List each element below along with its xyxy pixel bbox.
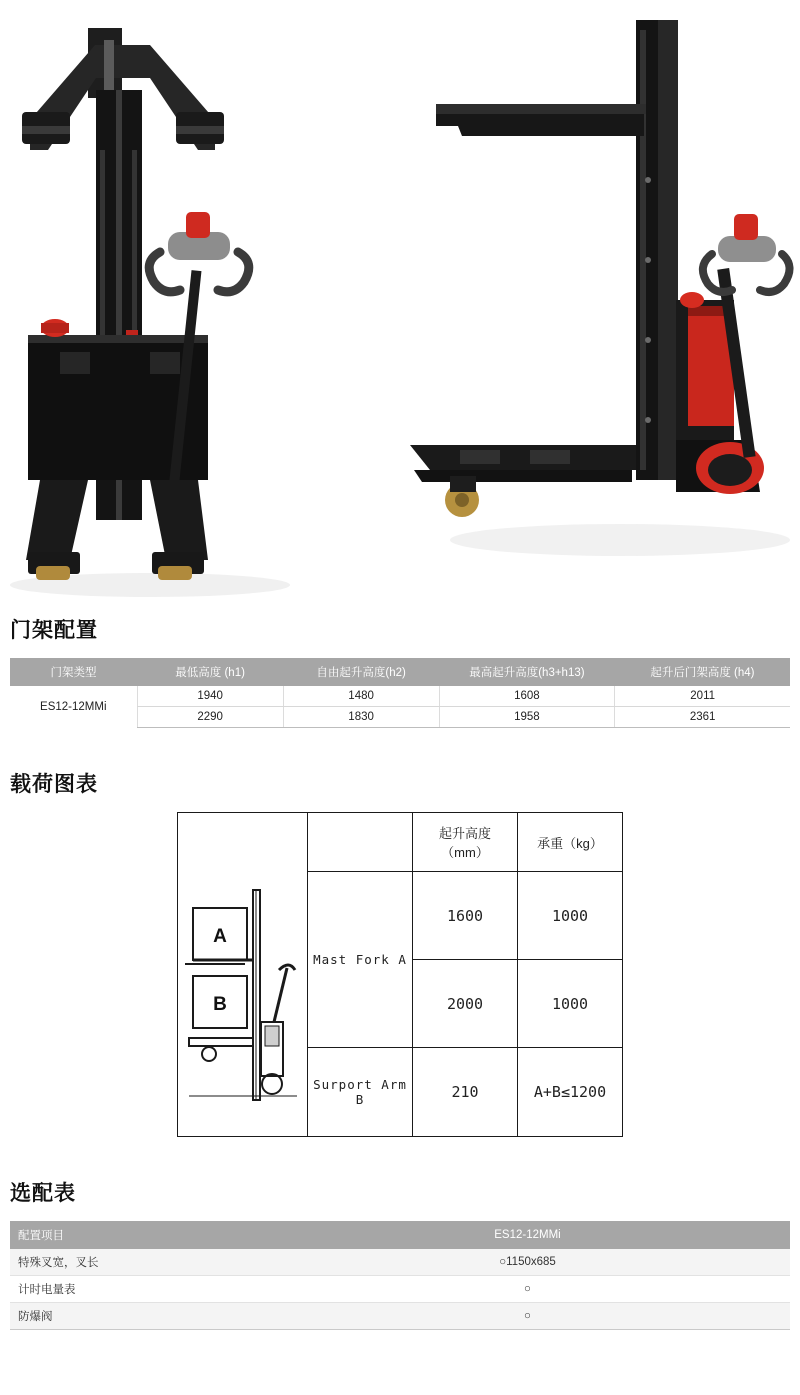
load-diagram-illustration xyxy=(179,872,307,1132)
spacer xyxy=(0,1137,800,1163)
option-value: ○1150x685 xyxy=(265,1249,790,1276)
load-height-1: 1600 xyxy=(413,872,518,960)
mast-model-label: ES12-12MMi xyxy=(40,700,107,713)
load-header-height: 起升高度（mm） xyxy=(413,813,518,872)
product-photo-side xyxy=(400,0,800,600)
options-header-row xyxy=(10,1221,790,1249)
mast-table-wrapper xyxy=(0,658,800,728)
load-table-row xyxy=(178,872,623,960)
load-weight-1: 1000 xyxy=(518,872,623,960)
mast-cell-h2: 1480 xyxy=(283,686,439,707)
load-chart-section xyxy=(0,754,800,1137)
mast-cell-h3: 1958 xyxy=(439,707,615,728)
load-height-3: 210 xyxy=(413,1048,518,1136)
mast-cell-h1: 1940 xyxy=(137,686,283,707)
options-row xyxy=(10,1275,790,1302)
mast-header-h2: 自由起升高度(h2) xyxy=(283,658,439,686)
load-header-blank-1 xyxy=(178,813,308,872)
load-label-a: A xyxy=(212,925,227,947)
mast-cell-h2: 1830 xyxy=(283,707,439,728)
mast-header-h1: 最低高度 (h1) xyxy=(137,658,283,686)
options-header-model: ES12-12MMi xyxy=(265,1221,790,1249)
mast-header-h3: 最高起升高度(h3+h13) xyxy=(439,658,615,686)
product-photo-front xyxy=(0,0,400,600)
load-name-support-arm: Surport Arm B xyxy=(308,1048,413,1136)
options-title: 选配表 xyxy=(10,1181,76,1205)
options-row xyxy=(10,1302,790,1329)
mast-cell-h4: 2361 xyxy=(615,707,790,728)
mast-table-row xyxy=(10,686,790,707)
front-view-illustration xyxy=(0,0,400,600)
load-label-b: B xyxy=(212,993,227,1015)
load-table-header-row xyxy=(178,813,623,872)
options-section xyxy=(0,1163,800,1356)
load-header-blank-2 xyxy=(308,813,413,872)
option-label: 特殊叉宽，叉长 xyxy=(10,1249,265,1276)
load-chart-title: 载荷图表 xyxy=(10,773,98,796)
option-value: ○ xyxy=(265,1275,790,1302)
options-header-item: 配置项目 xyxy=(10,1221,265,1249)
spacer xyxy=(0,728,800,754)
option-value: ○ xyxy=(265,1302,790,1329)
load-weight-3: A+B≤1200 xyxy=(518,1048,623,1136)
mast-header-h4: 起升后门架高度 (h4) xyxy=(615,658,790,686)
load-table-wrapper xyxy=(0,812,800,1137)
load-chart-table xyxy=(177,812,623,1137)
options-row xyxy=(10,1249,790,1276)
mast-header-type: 门架类型 xyxy=(10,658,137,686)
mast-cell-h4: 2011 xyxy=(615,686,790,707)
mast-config-title: 门架配置 xyxy=(10,619,98,642)
option-label: 防爆阀 xyxy=(10,1302,265,1329)
mast-cell-h1: 2290 xyxy=(137,707,283,728)
mast-table-header-row xyxy=(10,658,790,686)
mast-config-table xyxy=(10,658,790,728)
load-header-weight: 承重（kg） xyxy=(518,813,623,872)
options-table-wrapper xyxy=(0,1221,800,1356)
mast-config-section xyxy=(0,600,800,728)
side-view-illustration xyxy=(400,0,800,600)
product-photo-row xyxy=(0,0,800,600)
option-label: 计时电量表 xyxy=(10,1275,265,1302)
load-weight-2: 1000 xyxy=(518,960,623,1048)
options-table xyxy=(10,1221,790,1330)
load-height-2: 2000 xyxy=(413,960,518,1048)
mast-cell-h3: 1608 xyxy=(439,686,615,707)
load-diagram-cell xyxy=(178,872,308,1137)
load-name-mast-fork: Mast Fork A xyxy=(308,872,413,1048)
